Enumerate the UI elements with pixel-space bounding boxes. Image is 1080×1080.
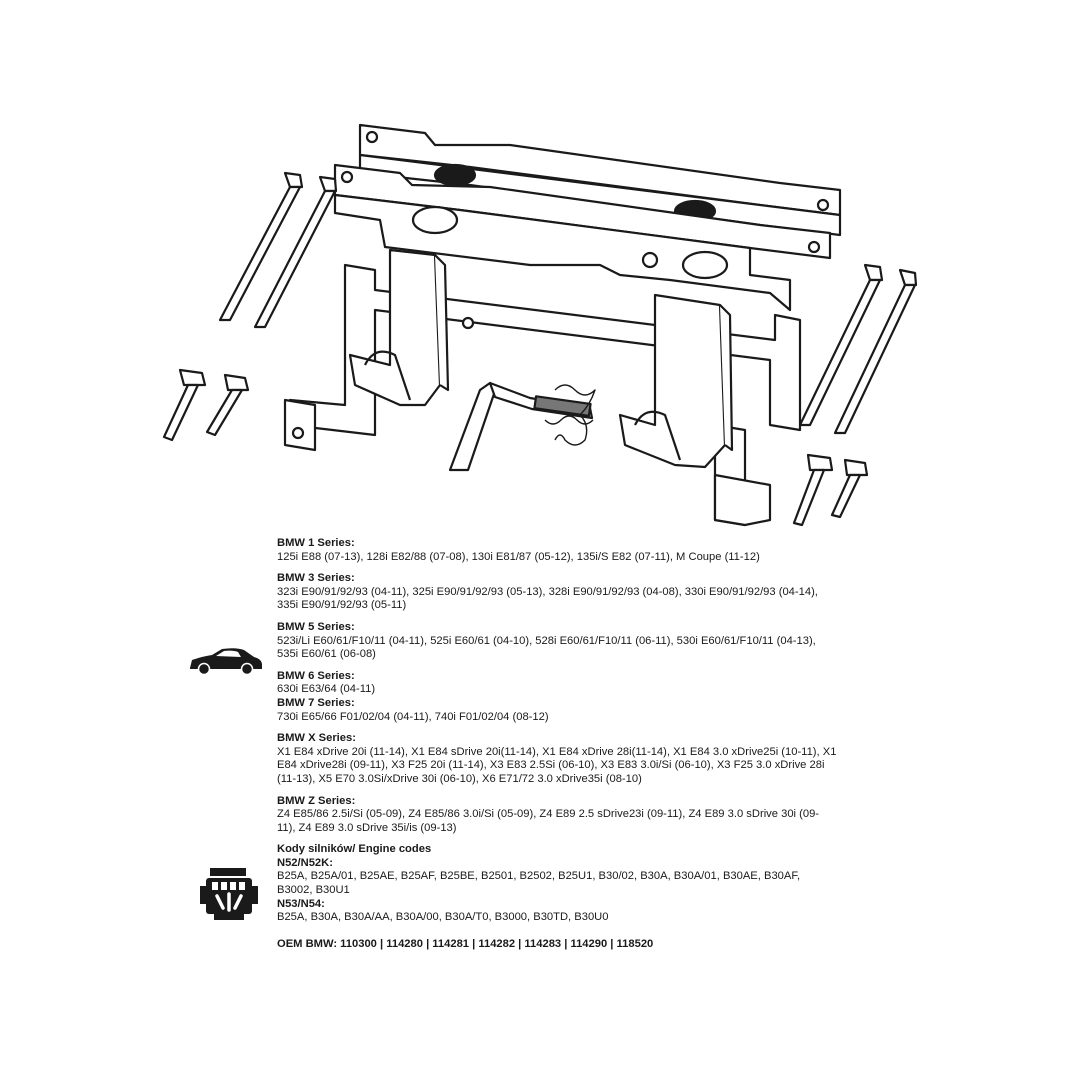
series-models: 630i E63/64 (04-11): [277, 683, 376, 696]
series-heading: BMW Z Series:: [277, 794, 356, 807]
series-models: 523i/Li E60/61/F10/11 (04-11), 525i E60/61 (04-10), 528i E60/61/F10/11 (06-11), 530i E60/61/F10/11 (04-13), 535i E60/61 (06-08): [277, 634, 816, 661]
long-bolts-left: [220, 173, 336, 327]
engine-group-heading: N52/N52K:: [277, 856, 333, 869]
series-heading: BMW 5 Series:: [277, 620, 355, 633]
engine-codes-title: Kody silników/ Engine codes: [277, 843, 432, 856]
tool-kit-illustration: [150, 115, 940, 535]
engine-group-heading: N53/N54:: [277, 897, 325, 910]
compatibility-list: [277, 537, 837, 951]
engine-icon: [200, 866, 258, 922]
series-heading: BMW X Series:: [277, 732, 356, 745]
series-group-5: [277, 621, 837, 662]
series-group-x: [277, 732, 837, 786]
series-heading: BMW 1 Series:: [277, 537, 355, 549]
oem-numbers: OEM BMW: 110300 | 114280 | 114281 | 114282 | 114283 | 114290 | 118520: [277, 937, 654, 950]
series-group-z: [277, 795, 837, 836]
series-group-1: [277, 537, 837, 564]
locking-pin: [450, 383, 595, 470]
fork-leg-right: [620, 295, 732, 467]
series-models: 323i E90/91/92/93 (04-11), 325i E90/91/92/93 (05-13), 328i E90/91/92/93 (04-08), 330i E90/91/92/93 (04-14), 335i E90/91/92/93 (05-11): [277, 585, 818, 612]
series-models: 125i E88 (07-13), 128i E82/88 (07-08), 130i E81/87 (05-12), 135i/S E82 (07-11), M Coupe (11-12): [277, 550, 760, 563]
series-group-7: [277, 697, 837, 724]
car-icon: [186, 646, 264, 676]
engine-group-codes: B25A, B25A/01, B25AE, B25AF, B25BE, B2501, B2502, B25U1, B30/02, B30A, B30A/01, B30AE, B30AF, B3002, B30U1: [277, 870, 801, 897]
series-heading: BMW 7 Series:: [277, 696, 355, 709]
series-group-3: [277, 572, 837, 613]
series-models: 730i E65/66 F01/02/04 (04-11), 740i F01/02/04 (08-12): [277, 710, 549, 723]
series-heading: BMW 6 Series:: [277, 669, 355, 682]
series-heading: BMW 3 Series:: [277, 572, 355, 585]
engine-group-codes: B25A, B30A, B30A/AA, B30A/00, B30A/T0, B3000, B30TD, B30U0: [277, 911, 609, 924]
series-models: Z4 E85/86 2.5i/Si (05-09), Z4 E85/86 3.0i/Si (05-09), Z4 E89 2.5 sDrive23i (09-11), Z4 E89 3.0 sDrive 30i (09-11), Z4 E89 3.0 sDrive 35i/is (09-13): [277, 808, 820, 834]
engine-codes-section: [277, 843, 837, 925]
long-bolts-right: [800, 265, 916, 433]
series-group-6: [277, 670, 837, 697]
series-models: X1 E84 xDrive 20i (11-14), X1 E84 sDrive 20i(11-14), X1 E84 xDrive 28i(11-14), X1 E84 3.0 xDrive25i (10-11), X1 E84 xDrive28i (09-11), X3 F25 20i (11-14), X3 E83 2.5Si (06-10), X3 E83 3.0i/Si (06-10), X3 F25 3.0 xDrive 28i (11-13), X5 E70 3.0Si/xDrive 30i (06-10), X6 E71/72 3.0 xDrive35i (08-10): [277, 745, 837, 785]
